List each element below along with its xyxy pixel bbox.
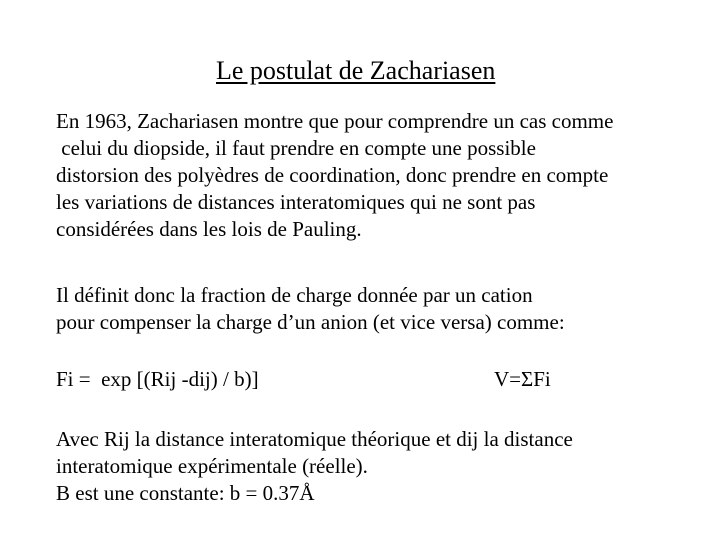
slide-title: Le postulat de Zachariasen [216, 56, 496, 85]
text-line: les variations de distances interatomiques qui ne sont pas [56, 190, 536, 214]
definition-paragraph [56, 282, 565, 336]
text-line: distorsion des polyèdres de coordination, donc prendre en compte [56, 163, 609, 187]
text-line: En 1963, Zachariasen montre que pour comprendre un cas comme [56, 109, 614, 133]
explanation-paragraph [56, 426, 573, 507]
text-line: Il définit donc la fraction de charge donnée par un cation [56, 283, 533, 307]
text-line: interatomique expérimentale (réelle). [56, 454, 368, 478]
text-line: celui du diopside, il faut prendre en compte une possible [56, 136, 536, 160]
intro-paragraph [56, 108, 613, 243]
fraction-formula: Fi = exp [(Rij -dij) / b)] [56, 367, 259, 391]
text-line: pour compenser la charge d’un anion (et vice versa) comme: [56, 310, 565, 334]
text-line: Avec Rij la distance interatomique théorique et dij la distance [56, 427, 573, 451]
valence-sum-formula: V=ΣFi [494, 367, 551, 391]
text-line: considérées dans les lois de Pauling. [56, 217, 362, 241]
text-line: B est une constante: b = 0.37Å [56, 481, 315, 505]
